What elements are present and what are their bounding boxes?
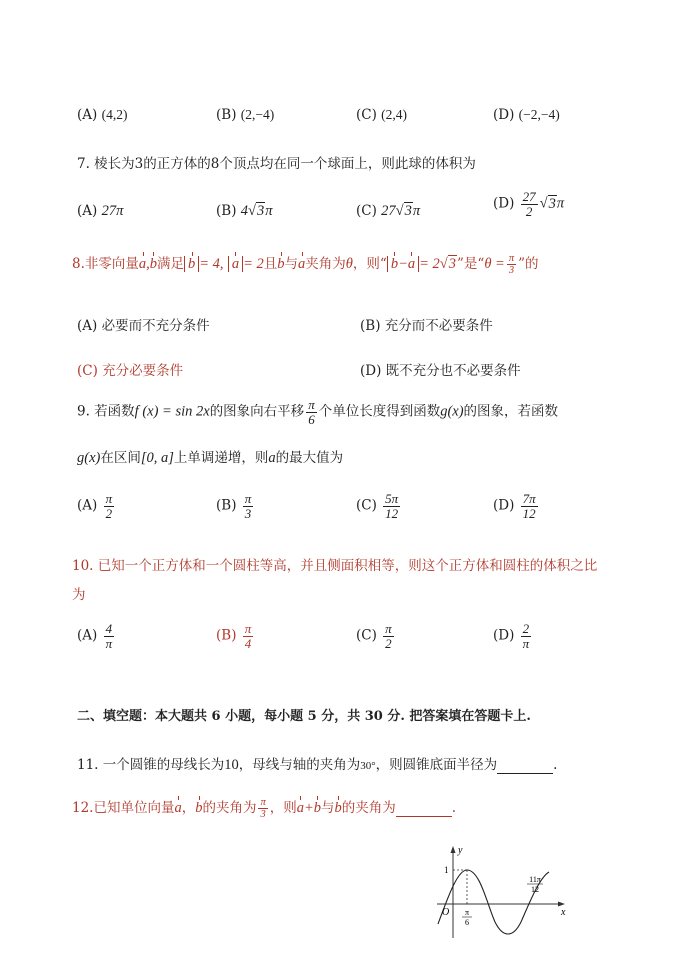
q12-stem: 12.已知单位向量a，b的夹角为 $\frac{\pi}{3}$ ，则a+b与b的夹角为 .	[72, 796, 457, 820]
q10-option-d: (D) $\frac{2}{\pi}$	[493, 621, 530, 651]
q9-stem-line2: g(x)在区间[0, a]上单调递增，则a的最大值为	[77, 450, 344, 466]
q9-option-b: (B) $\frac{\pi}{3}$	[216, 491, 252, 521]
q6-option-a: (A) (4,2)	[77, 107, 128, 123]
x-axis-arrow	[558, 902, 565, 907]
y-label: y	[458, 845, 463, 856]
tick-pi6-num: π	[464, 908, 470, 917]
y-axis-arrow	[451, 846, 456, 853]
tick-11pi12-num: 11π	[529, 875, 541, 884]
tick-one: 1	[444, 865, 449, 875]
x-label: x	[561, 907, 566, 918]
q8-option-c: (C) 充分必要条件	[77, 363, 184, 379]
q6-option-c: (C) (2,4)	[356, 107, 408, 123]
q8-stem: 8.非零向量a,b满足 b = 4, a = 2且b与a夹角为θ，则“ b−a = 2√3”是“θ = $\frac{\pi}{3}$ ”的	[72, 252, 539, 276]
q11-answer-blank	[497, 757, 553, 774]
q10-option-a: (A) $\frac{4}{\pi}$	[77, 621, 113, 651]
q10-option-c: (C) $\frac{\pi}{2}$	[356, 621, 392, 651]
q7-option-c: (C) 27√3π	[356, 203, 421, 219]
q9-option-c: (C) $\frac{5\pi}{12}$	[356, 491, 399, 521]
q9-stem-line1: 9. 若函数f (x) = sin 2x的图象向右平移 $\frac{\pi}{6}$ 个单位长度得到函数g(x)的图象，若函数	[77, 397, 559, 427]
q9-option-a: (A) $\frac{\pi}{2}$	[77, 491, 113, 521]
tick-11pi12-den: 12	[531, 885, 539, 894]
q8-option-a: (A) 必要而不充分条件	[77, 318, 210, 334]
q7-stem: 7. 棱长为3的正方体的8个顶点均在同一个球面上，则此球的体积为	[77, 156, 476, 172]
q11-stem: 11. 一个圆锥的母线长为10，母线与轴的夹角为30°，则圆锥底面半径为 .	[77, 757, 558, 773]
origin-label: O	[442, 907, 450, 918]
q10-stem-line2: 为	[72, 587, 86, 603]
q8-option-b: (B) 充分而不必要条件	[360, 318, 493, 334]
q6-option-b: (B) (2,−4)	[216, 107, 275, 123]
q7-option-b: (B) 4√3π	[216, 203, 273, 219]
q8-option-d: (D) 既不充分也不必要条件	[360, 363, 521, 379]
q7-option-d: (D) $\frac{27}{2}$ √3π	[493, 189, 565, 219]
sine-graph	[425, 842, 575, 947]
q12-answer-blank	[396, 800, 452, 817]
q10-option-b: (B) $\frac{\pi}{4}$	[216, 621, 252, 651]
q7-option-a: (A) 27π	[77, 203, 124, 219]
tick-pi6-den: 6	[465, 918, 469, 927]
q9-option-d: (D) $\frac{7\pi}{12}$	[493, 491, 536, 521]
q6-option-d: (D) (−2,−4)	[493, 107, 560, 123]
q10-stem-line1: 10. 已知一个正方体和一个圆柱等高，并且侧面积相等，则这个正方体和圆柱的体积之比	[72, 558, 598, 574]
section-2-heading: 二、填空题：本大题共 6 小题，每小题 5 分，共 30 分. 把答案填在答题卡上.	[77, 709, 531, 724]
